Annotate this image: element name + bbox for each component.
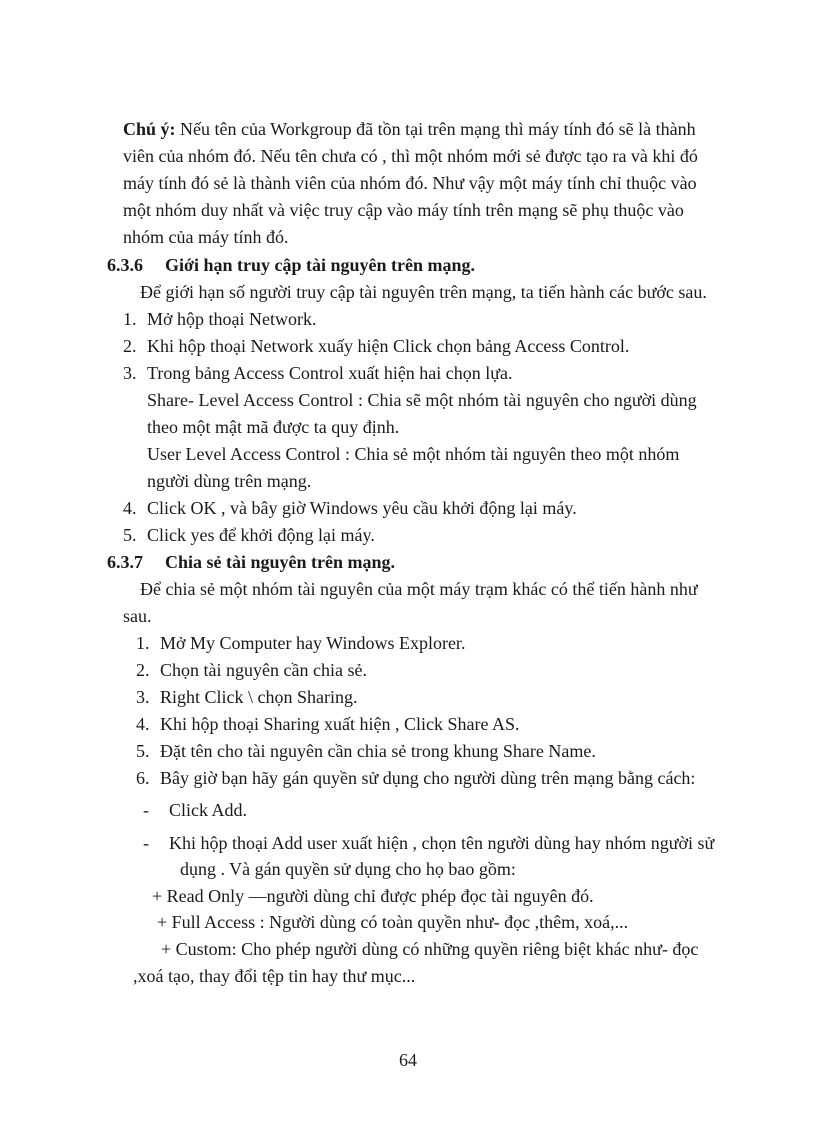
list-item: 3. Right Click \ chọn Sharing. xyxy=(136,687,358,707)
sub-line: theo một mật mã được ta quy định. xyxy=(147,417,400,437)
list-item: 4. Click OK , và bây giờ Windows yêu cầu khởi động lại máy. xyxy=(123,498,577,518)
list-item: 4. Khi hộp thoại Sharing xuất hiện , Click Share AS. xyxy=(136,714,520,734)
list-item: 2. Chọn tài nguyên cần chia sẻ. xyxy=(136,660,367,680)
dash-item: - Khi hộp thoại Add user xuất hiện , chọn tên người dùng hay nhóm người sử xyxy=(143,833,715,853)
note-line: nhóm của máy tính đó. xyxy=(123,227,289,247)
dash-item-continuation: dụng . Và gán quyền sử dụng cho họ bao gồm: xyxy=(180,859,516,879)
section-title: Giới hạn truy cập tài nguyên trên mạng. xyxy=(165,255,475,275)
list-item: 1. Mở hộp thoại Network. xyxy=(123,309,317,329)
sub-line: người dùng trên mạng. xyxy=(147,471,312,491)
list-item: 2. Khi hộp thoại Network xuấy hiện Click chọn bảng Access Control. xyxy=(123,336,630,356)
note-line: một nhóm duy nhất và việc truy cập vào máy tính trên mạng sẽ phụ thuộc vào xyxy=(123,200,684,220)
section-title: Chia sẻ tài nguyên trên mạng. xyxy=(165,552,396,572)
permission-custom-continuation: ,xoá tạo, thay đổi tệp tin hay thư mục... xyxy=(133,966,416,986)
section-637-heading xyxy=(107,551,395,573)
section-number: 6.3.7 xyxy=(107,552,143,572)
note-label: Chú ý: xyxy=(123,119,176,139)
section-number: 6.3.6 xyxy=(107,255,143,275)
page-number: 64 xyxy=(399,1050,417,1070)
dash-item: - Click Add. xyxy=(143,800,248,820)
section-intro: sau. xyxy=(123,606,152,626)
permission-full: + Full Access : Người dùng có toàn quyền như- đọc ,thêm, xoá,... xyxy=(157,912,629,932)
permission-custom: + Custom: Cho phép người dùng có những quyền riêng biệt khác như- đọc xyxy=(161,939,699,959)
sub-line: Share- Level Access Control : Chia sẽ một nhóm tài nguyên cho người dùng xyxy=(147,390,697,410)
section-intro: Để chia sẻ một nhóm tài nguyên của một máy trạm khác có thể tiến hành như xyxy=(140,579,698,599)
section-636-heading xyxy=(107,254,475,276)
list-item: 5. Click yes để khởi động lại máy. xyxy=(123,525,375,545)
section-intro: Để giới hạn số người truy cập tài nguyên trên mạng, ta tiến hành các bước sau. xyxy=(140,282,707,302)
note-line: Chú ý: Nếu tên của Workgroup đã tồn tại trên mạng thì máy tính đó sẽ là thành xyxy=(123,119,696,139)
sub-line: User Level Access Control : Chia sẻ một nhóm tài nguyên theo một nhóm xyxy=(147,444,680,464)
list-item: 6. Bây giờ bạn hãy gán quyền sử dụng cho người dùng trên mạng bằng cách: xyxy=(136,768,696,788)
list-item: 3. Trong bảng Access Control xuất hiện hai chọn lựa. xyxy=(123,363,513,383)
note-line: viên của nhóm đó. Nếu tên chưa có , thì một nhóm mới sẻ được tạo ra và khi đó xyxy=(123,146,698,166)
permission-read: + Read Only —người dùng chỉ được phép đọc tài nguyên đó. xyxy=(152,886,594,906)
note-line: máy tính đó sẻ là thành viên của nhóm đó. Như vậy một máy tính chỉ thuộc vào xyxy=(123,173,697,193)
list-item: 5. Đặt tên cho tài nguyên cần chia sẻ trong khung Share Name. xyxy=(136,741,596,761)
list-item: 1. Mở My Computer hay Windows Explorer. xyxy=(136,633,466,653)
